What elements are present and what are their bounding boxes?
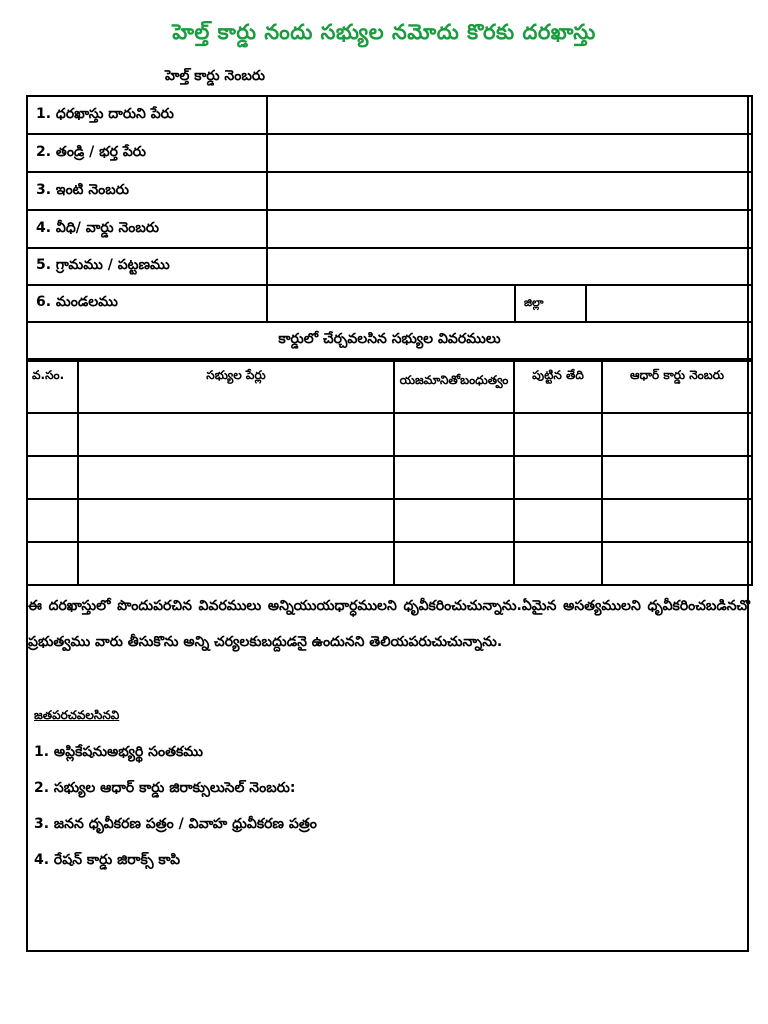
field-row-village-town <box>27 248 752 285</box>
table-cell[interactable] <box>78 456 394 499</box>
table-cell[interactable] <box>394 456 514 499</box>
table-cell[interactable] <box>27 456 78 499</box>
members-section-title: కార్డులో చేర్చవలసిన సభ్యుల వివరములు <box>27 322 752 359</box>
field-label-applicant-name: 1. ధరఖాస్తు దారుని పేరు <box>27 96 267 134</box>
column-header-member-names: సభ్యుల పేర్లు <box>78 361 394 413</box>
table-cell[interactable] <box>78 542 394 585</box>
table-row <box>27 542 752 585</box>
column-header-serial-number: వ.సం. <box>27 361 78 413</box>
table-cell[interactable] <box>27 413 78 456</box>
health-card-number-label: హెల్త్ కార్డు నెంబరు <box>165 68 265 84</box>
field-input-village-town[interactable] <box>267 248 752 285</box>
field-input-district[interactable] <box>586 285 752 322</box>
field-label-mandal: 6. మండలము <box>27 285 267 322</box>
applicant-details-table <box>26 95 753 360</box>
table-cell[interactable] <box>602 413 752 456</box>
field-row-street-ward <box>27 210 752 248</box>
table-cell[interactable] <box>602 456 752 499</box>
field-label-village-town: 5. గ్రామము / పట్టణము <box>27 248 267 285</box>
table-cell[interactable] <box>602 499 752 542</box>
table-cell[interactable] <box>27 499 78 542</box>
field-input-street-ward[interactable] <box>267 210 752 248</box>
form-title: హెల్త్ కార్డు నందు సభ్యుల నమోదు కొరకు దరఖాస్తు <box>172 20 596 44</box>
table-cell[interactable] <box>514 542 602 585</box>
field-row-mandal-district <box>27 285 752 322</box>
field-label-street-ward: 4. వీధి/ వార్డు నెంబరు <box>27 210 267 248</box>
column-header-relation-to-head: యజమానితోబంధుత్వం <box>394 361 514 413</box>
table-cell[interactable] <box>394 542 514 585</box>
list-item: 4. రేషన్ కార్డు జిరాక్స్ కాపి <box>34 852 181 868</box>
table-cell[interactable] <box>78 499 394 542</box>
table-cell[interactable] <box>602 542 752 585</box>
list-item: 2. సభ్యుల ఆధార్ కార్డు జిరాక్సులుసెల్ నెంబరు: <box>34 780 296 796</box>
table-cell[interactable] <box>514 456 602 499</box>
members-table-header-row <box>27 361 752 413</box>
column-header-aadhaar-number: ఆధార్ కార్డు నెంబరు <box>602 361 752 413</box>
table-row <box>27 456 752 499</box>
members-section-header-row <box>27 322 752 359</box>
field-row-father-husband-name <box>27 134 752 172</box>
field-input-mandal[interactable] <box>267 285 515 322</box>
field-label-father-husband-name: 2. తండ్రి / భర్త పేరు <box>27 134 267 172</box>
list-item: 3. జనన ధృవీకరణ పత్రం / వివాహ ధ్రువీకరణ పత్రం <box>34 816 317 832</box>
members-table <box>26 360 753 586</box>
table-cell[interactable] <box>514 499 602 542</box>
table-cell[interactable] <box>27 542 78 585</box>
field-row-house-number <box>27 172 752 210</box>
attachments-list <box>34 737 317 881</box>
table-row <box>27 413 752 456</box>
table-cell[interactable] <box>394 413 514 456</box>
declaration-text: ఈ దరఖాస్తులో పొందుపరచిన వివరములు అన్నియుయధార్ధములని ధృవీకరించుచున్నాను.ఏమైన అసత్యములని ధృవీకరించబడినచొ ప్రభుత్వము వారు తీసుకొను అన్ని చర్యలకుబద్దుడనై ఉందునని తెలియపరుచుచున్నాను. <box>28 598 750 650</box>
field-label-district: జిల్లా <box>515 285 586 322</box>
field-input-applicant-name[interactable] <box>267 96 752 134</box>
table-cell[interactable] <box>394 499 514 542</box>
field-label-house-number: 3. ఇంటి నెంబరు <box>27 172 267 210</box>
table-row <box>27 499 752 542</box>
field-row-applicant-name <box>27 96 752 134</box>
column-header-date-of-birth: పుట్టిన తేది <box>514 361 602 413</box>
field-input-father-husband-name[interactable] <box>267 134 752 172</box>
table-cell[interactable] <box>78 413 394 456</box>
attachments-title: జతపరచవలసినవి <box>34 708 120 722</box>
list-item: 1. అప్లికేషనుఅభ్యర్థి సంతకము <box>34 744 203 760</box>
table-cell[interactable] <box>514 413 602 456</box>
field-input-house-number[interactable] <box>267 172 752 210</box>
